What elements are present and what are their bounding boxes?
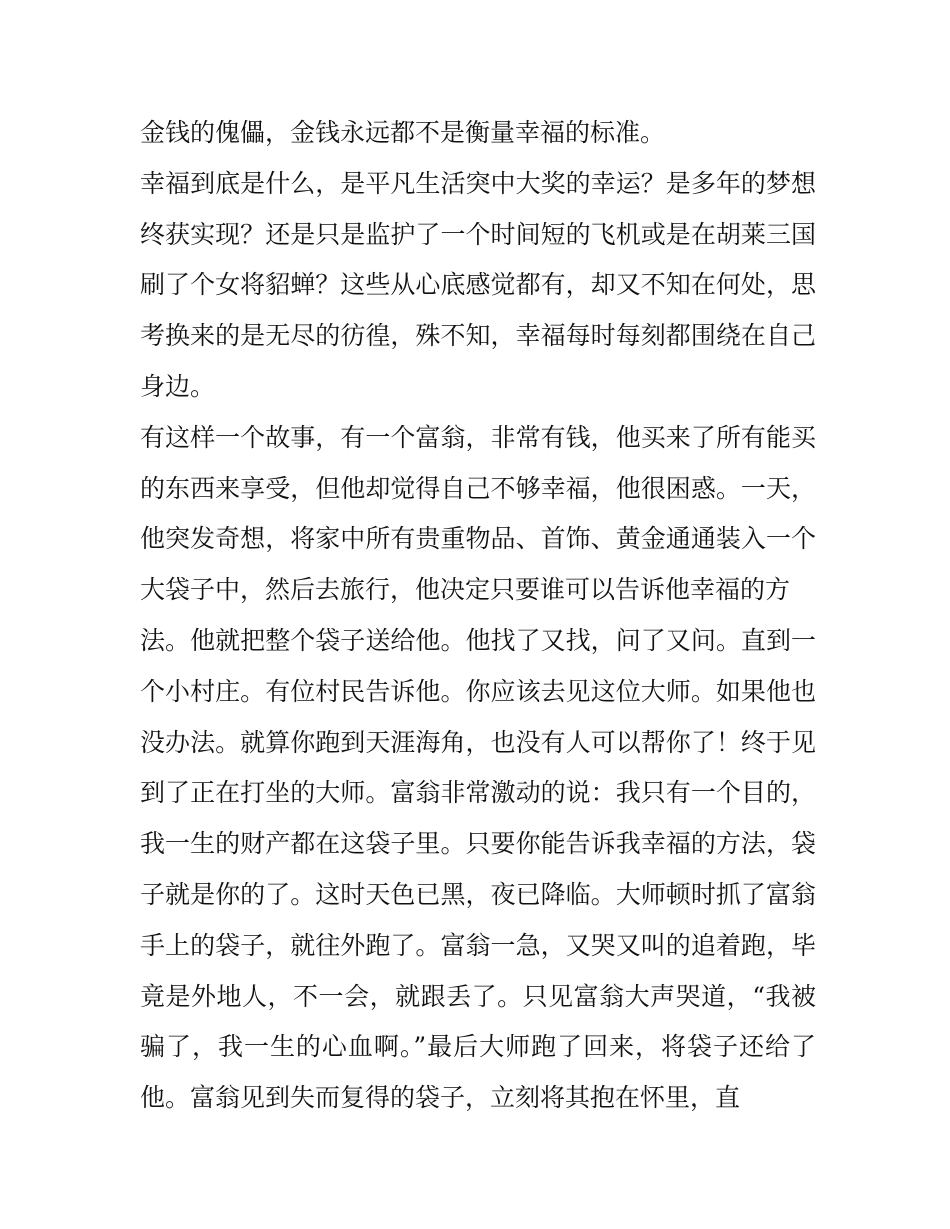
text-line: 的东西来享受，但他却觉得自己不够幸福，他很困惑。一天，: [140, 473, 816, 503]
text-line: 有这样一个故事，有一个富翁，非常有钱，他买来了所有能买: [140, 422, 816, 452]
text-line: 身边。: [140, 371, 216, 401]
text-line: 他。富翁见到失而复得的袋子，立刻将其抱在怀里，直: [140, 1083, 741, 1113]
text-line: 大袋子中，然后去旅行，他决定只要谁可以告诉他幸福的方: [140, 575, 791, 605]
text-line: 个小村庄。有位村民告诉他。你应该去见这位大师。如果他也: [140, 676, 816, 706]
text-line: 他突发奇想，将家中所有贵重物品、首饰、黄金通通装入一个: [140, 524, 816, 554]
text-line: 到了正在打坐的大师。富翁非常激动的说：我只有一个目的，: [140, 778, 816, 808]
text-line: 考换来的是无尽的彷徨，殊不知，幸福每时每刻都围绕在自己: [140, 321, 816, 351]
text-line: 手上的袋子，就往外跑了。富翁一急，又哭又叫的追着跑，毕: [140, 930, 816, 960]
text-line: 子就是你的了。这时天色已黑，夜已降临。大师顿时抓了富翁: [140, 879, 816, 909]
text-line: 金钱的傀儡，金钱永远都不是衡量幸福的标准。: [140, 118, 666, 147]
text-line: 法。他就把整个袋子送给他。他找了又找，问了又问。直到一: [140, 625, 816, 655]
text-line: 竟是外地人，不一会，就跟丢了。只见富翁大声哭道，“我被: [140, 981, 816, 1011]
text-line: 终获实现？还是只是监护了一个时间短的飞机或是在胡莱三国: [140, 219, 816, 249]
text-line: 骗了，我一生的心血啊。”最后大师跑了回来，将袋子还给了: [140, 1032, 816, 1062]
text-line: 刷了个女将貂蝉？这些从心底感觉都有，却又不知在何处，思: [140, 270, 816, 300]
text-line: 幸福到底是什么，是平凡生活突中大奖的幸运？是多年的梦想: [140, 168, 816, 198]
text-line: 没办法。就算你跑到天涯海角，也没有人可以帮你了！终于见: [140, 727, 816, 757]
body-text: [140, 108, 820, 1124]
text-line: 我一生的财产都在这袋子里。只要你能告诉我幸福的方法，袋: [140, 829, 816, 859]
